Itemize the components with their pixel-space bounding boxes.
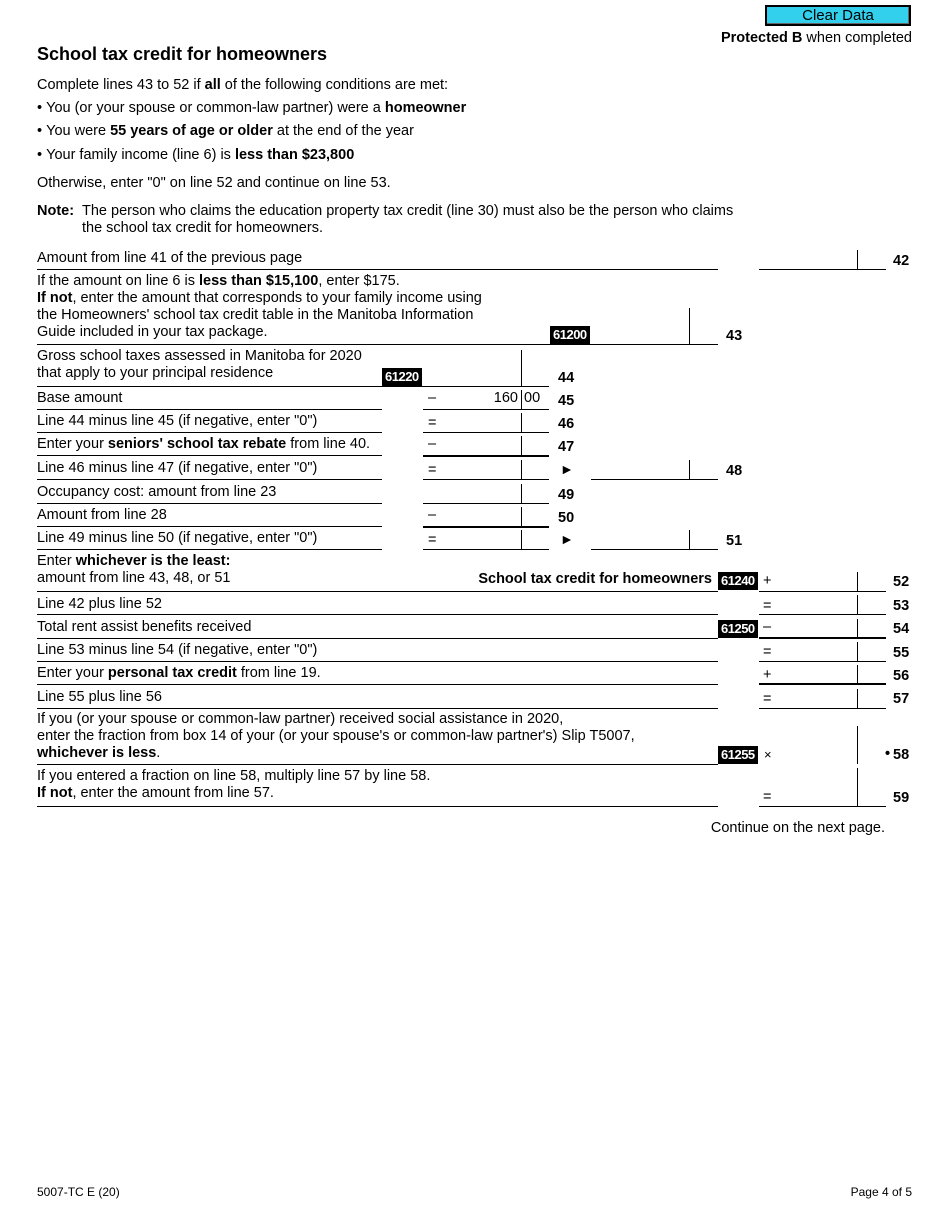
line-48-left-cents[interactable]	[524, 460, 548, 478]
rule	[759, 683, 886, 685]
line-43-text-3: the Homeowners' school tax credit table in the Manitoba Information	[37, 307, 474, 323]
line-number: 50	[558, 510, 575, 526]
rule	[591, 479, 718, 480]
rule	[759, 591, 886, 592]
rule	[759, 637, 886, 639]
rule	[37, 806, 718, 807]
line-49-cents[interactable]	[524, 484, 548, 502]
rule	[37, 455, 382, 456]
line-43-text-2: If not, enter the amount that corresponds to your family income using	[37, 290, 482, 306]
line-57-label: Line 55 plus line 56	[37, 689, 162, 705]
cents-divider	[857, 689, 858, 708]
cents-divider	[521, 530, 522, 549]
line-44-text: Gross school taxes assessed in Manitoba for 2020	[37, 348, 362, 364]
line-48-left-input[interactable]	[440, 460, 518, 478]
line-46-cents[interactable]	[524, 413, 548, 431]
line-53-cents[interactable]	[860, 595, 884, 613]
equals-operator: =	[428, 462, 437, 478]
cents-divider	[857, 250, 858, 269]
minus-operator: –	[428, 436, 437, 452]
rule	[759, 806, 886, 807]
line-59-input[interactable]	[778, 786, 854, 804]
arrow-right-icon: ►	[560, 461, 574, 477]
rule	[37, 638, 718, 639]
line-46-label: Line 44 minus line 45 (if negative, enter "0")	[37, 413, 318, 429]
line-54-label: Total rent assist benefits received	[37, 619, 252, 635]
continue-note: Continue on the next page.	[710, 820, 885, 836]
line-52-cents[interactable]	[860, 572, 884, 590]
line-number: 46	[558, 416, 575, 432]
rule	[423, 549, 549, 550]
cents-divider	[521, 390, 522, 409]
line-number: 57	[893, 691, 910, 707]
note-label: Note:	[37, 203, 75, 219]
section-title: School tax credit for homeowners	[37, 44, 328, 64]
line-43-text: If the amount on line 6 is less than $15,100, enter $175.	[37, 273, 400, 289]
line-number: 44	[558, 370, 575, 386]
rule	[423, 479, 549, 480]
rule	[759, 269, 886, 270]
rule	[37, 432, 382, 433]
clear-data-button[interactable]: Clear Data	[765, 5, 911, 26]
rule	[759, 708, 886, 709]
code-box-61250: 61250	[718, 620, 758, 638]
rule	[37, 503, 382, 504]
line-58-text: If you (or your spouse or common-law partner) received social assistance in 2020,	[37, 711, 564, 727]
line-47-cents[interactable]	[524, 436, 548, 454]
line-number: 58	[893, 747, 910, 763]
rule	[37, 386, 549, 387]
cents-divider	[521, 507, 522, 526]
line-number: 56	[893, 668, 910, 684]
line-59-text: If you entered a fraction on line 58, multiply line 57 by line 58.	[37, 768, 431, 784]
line-51-left-input[interactable]	[440, 530, 518, 548]
base-amount-dollars: 160	[493, 390, 518, 406]
line-53-label: Line 42 plus line 52	[37, 596, 162, 612]
line-58-text-2: enter the fraction from box 14 of your (or your spouse's or common-law partner's) Slip T5007,	[37, 728, 635, 744]
rule	[591, 549, 718, 550]
line-number: 49	[558, 487, 575, 503]
line-51-left-cents[interactable]	[524, 530, 548, 548]
line-number: 42	[893, 253, 910, 269]
note-text: The person who claims the education property tax credit (line 30) must also be the person who claims	[82, 203, 734, 219]
line-43-text-4: Guide included in your tax package.	[37, 324, 268, 340]
page-number: Page 4 of 5	[850, 1185, 912, 1199]
line-46-input[interactable]	[440, 413, 518, 431]
cents-divider	[857, 572, 858, 591]
line-42-label: Amount from line 41 of the previous page	[37, 250, 303, 266]
line-52-text: Enter whichever is the least:	[37, 553, 231, 569]
cents-divider	[521, 436, 522, 455]
rule	[759, 661, 886, 662]
line-55-label: Line 53 minus line 54 (if negative, enter "0")	[37, 642, 318, 658]
line-42-input[interactable]	[760, 250, 854, 268]
line-53-input[interactable]	[778, 595, 854, 613]
line-57-input[interactable]	[778, 689, 854, 707]
cents-divider	[521, 484, 522, 503]
rule	[37, 526, 382, 527]
equals-operator: =	[763, 598, 772, 614]
line-43-cents[interactable]	[692, 325, 716, 343]
cents-divider	[857, 595, 858, 614]
line-number: 43	[726, 328, 743, 344]
cents-divider	[857, 642, 858, 661]
rule	[423, 503, 549, 504]
intro-text: Complete lines 43 to 52 if all of the following conditions are met:	[37, 77, 449, 93]
cents-divider	[857, 665, 858, 684]
condition-bullet: • You were 55 years of age or older at the end of the year	[37, 123, 414, 139]
condition-bullet: • Your family income (line 6) is less than $23,800	[37, 147, 355, 163]
line-number: 45	[558, 393, 575, 409]
line-number: 55	[893, 645, 910, 661]
line-48-label: Line 46 minus line 47 (if negative, enter "0")	[37, 460, 318, 476]
equals-operator: =	[428, 532, 437, 548]
line-51-input[interactable]	[595, 530, 686, 548]
base-amount-cents: 00	[524, 390, 541, 406]
field-divider	[857, 726, 858, 764]
line-number: 53	[893, 598, 910, 614]
line-number: 48	[726, 463, 743, 479]
line-48-cents[interactable]	[692, 460, 716, 478]
protected-b-label: Protected B when completed	[720, 30, 912, 46]
multiply-operator: ×	[764, 747, 772, 762]
note-text-2: the school tax credit for homeowners.	[82, 220, 323, 236]
rule	[423, 432, 549, 433]
minus-operator: –	[428, 390, 437, 406]
line-49-input[interactable]	[428, 484, 518, 502]
line-55-input[interactable]	[778, 642, 854, 660]
line-42-cents[interactable]	[860, 250, 884, 268]
minus-operator: –	[763, 619, 772, 635]
cents-divider	[689, 460, 690, 479]
line-number: 54	[893, 621, 910, 637]
rule	[423, 455, 549, 457]
line-55-cents[interactable]	[860, 642, 884, 660]
plus-operator: +	[763, 667, 772, 683]
rule	[37, 549, 382, 550]
code-box-61220: 61220	[382, 368, 422, 386]
cents-divider	[521, 350, 522, 386]
equals-operator: =	[763, 789, 772, 805]
rule	[37, 614, 718, 615]
line-number: 52	[893, 574, 910, 590]
line-44-input[interactable]	[428, 367, 518, 385]
rule	[37, 661, 718, 662]
rule	[759, 614, 886, 615]
code-box-61240: 61240	[718, 572, 758, 590]
cents-divider	[521, 460, 522, 479]
rule	[423, 526, 549, 528]
rule	[423, 409, 549, 410]
school-tax-credit-label: School tax credit for homeowners	[478, 571, 712, 587]
rule	[37, 409, 382, 410]
line-50-cents[interactable]	[524, 507, 548, 525]
equals-operator: =	[763, 644, 772, 660]
line-44-text-2: that apply to your principal residence	[37, 365, 274, 381]
cents-divider	[857, 768, 858, 806]
rule	[37, 269, 718, 270]
rule	[37, 708, 718, 709]
line-56-text: Enter your personal tax credit from line 19.	[37, 665, 321, 681]
equals-operator: =	[763, 691, 772, 707]
line-51-label: Line 49 minus line 50 (if negative, enter "0")	[37, 530, 318, 546]
rule	[37, 764, 718, 765]
line-50-label: Amount from line 28	[37, 507, 167, 523]
line-52-text-2: amount from line 43, 48, or 51	[37, 570, 231, 586]
line-47-input[interactable]	[440, 436, 518, 454]
code-box-61255: 61255	[718, 746, 758, 764]
line-56-input[interactable]	[778, 665, 854, 683]
line-number: 51	[726, 533, 743, 549]
line-48-input[interactable]	[595, 460, 686, 478]
line-57-cents[interactable]	[860, 689, 884, 707]
line-44-cents[interactable]	[524, 367, 548, 385]
cents-divider	[689, 530, 690, 549]
plus-operator: +	[763, 573, 772, 589]
line-51-cents[interactable]	[692, 530, 716, 548]
line-45-label: Base amount	[37, 390, 123, 406]
code-box-61200: 61200	[550, 326, 590, 344]
decimal-bullet: •	[885, 746, 891, 762]
line-58-fraction-input[interactable]	[782, 744, 854, 762]
line-number: 59	[893, 790, 910, 806]
rule	[37, 344, 718, 345]
equals-operator: =	[428, 415, 437, 431]
line-50-input[interactable]	[440, 507, 518, 525]
cents-divider	[521, 413, 522, 432]
line-49-label: Occupancy cost: amount from line 23	[37, 484, 277, 500]
condition-bullet: • You (or your spouse or common-law partner) were a homeowner	[37, 100, 467, 116]
line-59-text-2: If not, enter the amount from line 57.	[37, 785, 274, 801]
otherwise-text: Otherwise, enter "0" on line 52 and continue on line 53.	[37, 175, 391, 191]
cents-divider	[857, 619, 858, 638]
form-id: 5007-TC E (20)	[37, 1185, 120, 1199]
minus-operator: –	[428, 507, 437, 523]
line-number: 47	[558, 439, 575, 455]
line-52-input[interactable]	[778, 572, 854, 590]
rule	[37, 684, 718, 685]
arrow-right-icon: ►	[560, 531, 574, 547]
line-59-cents[interactable]	[860, 786, 884, 804]
rule	[37, 591, 718, 592]
line-43-input[interactable]	[595, 325, 686, 343]
rule	[37, 479, 382, 480]
cents-divider	[689, 308, 690, 344]
line-54-input[interactable]	[778, 619, 854, 637]
line-47-text: Enter your seniors' school tax rebate from line 40.	[37, 436, 371, 452]
line-54-cents[interactable]	[860, 619, 884, 637]
line-58-text-3: whichever is less.	[37, 745, 161, 761]
line-56-cents[interactable]	[860, 665, 884, 683]
